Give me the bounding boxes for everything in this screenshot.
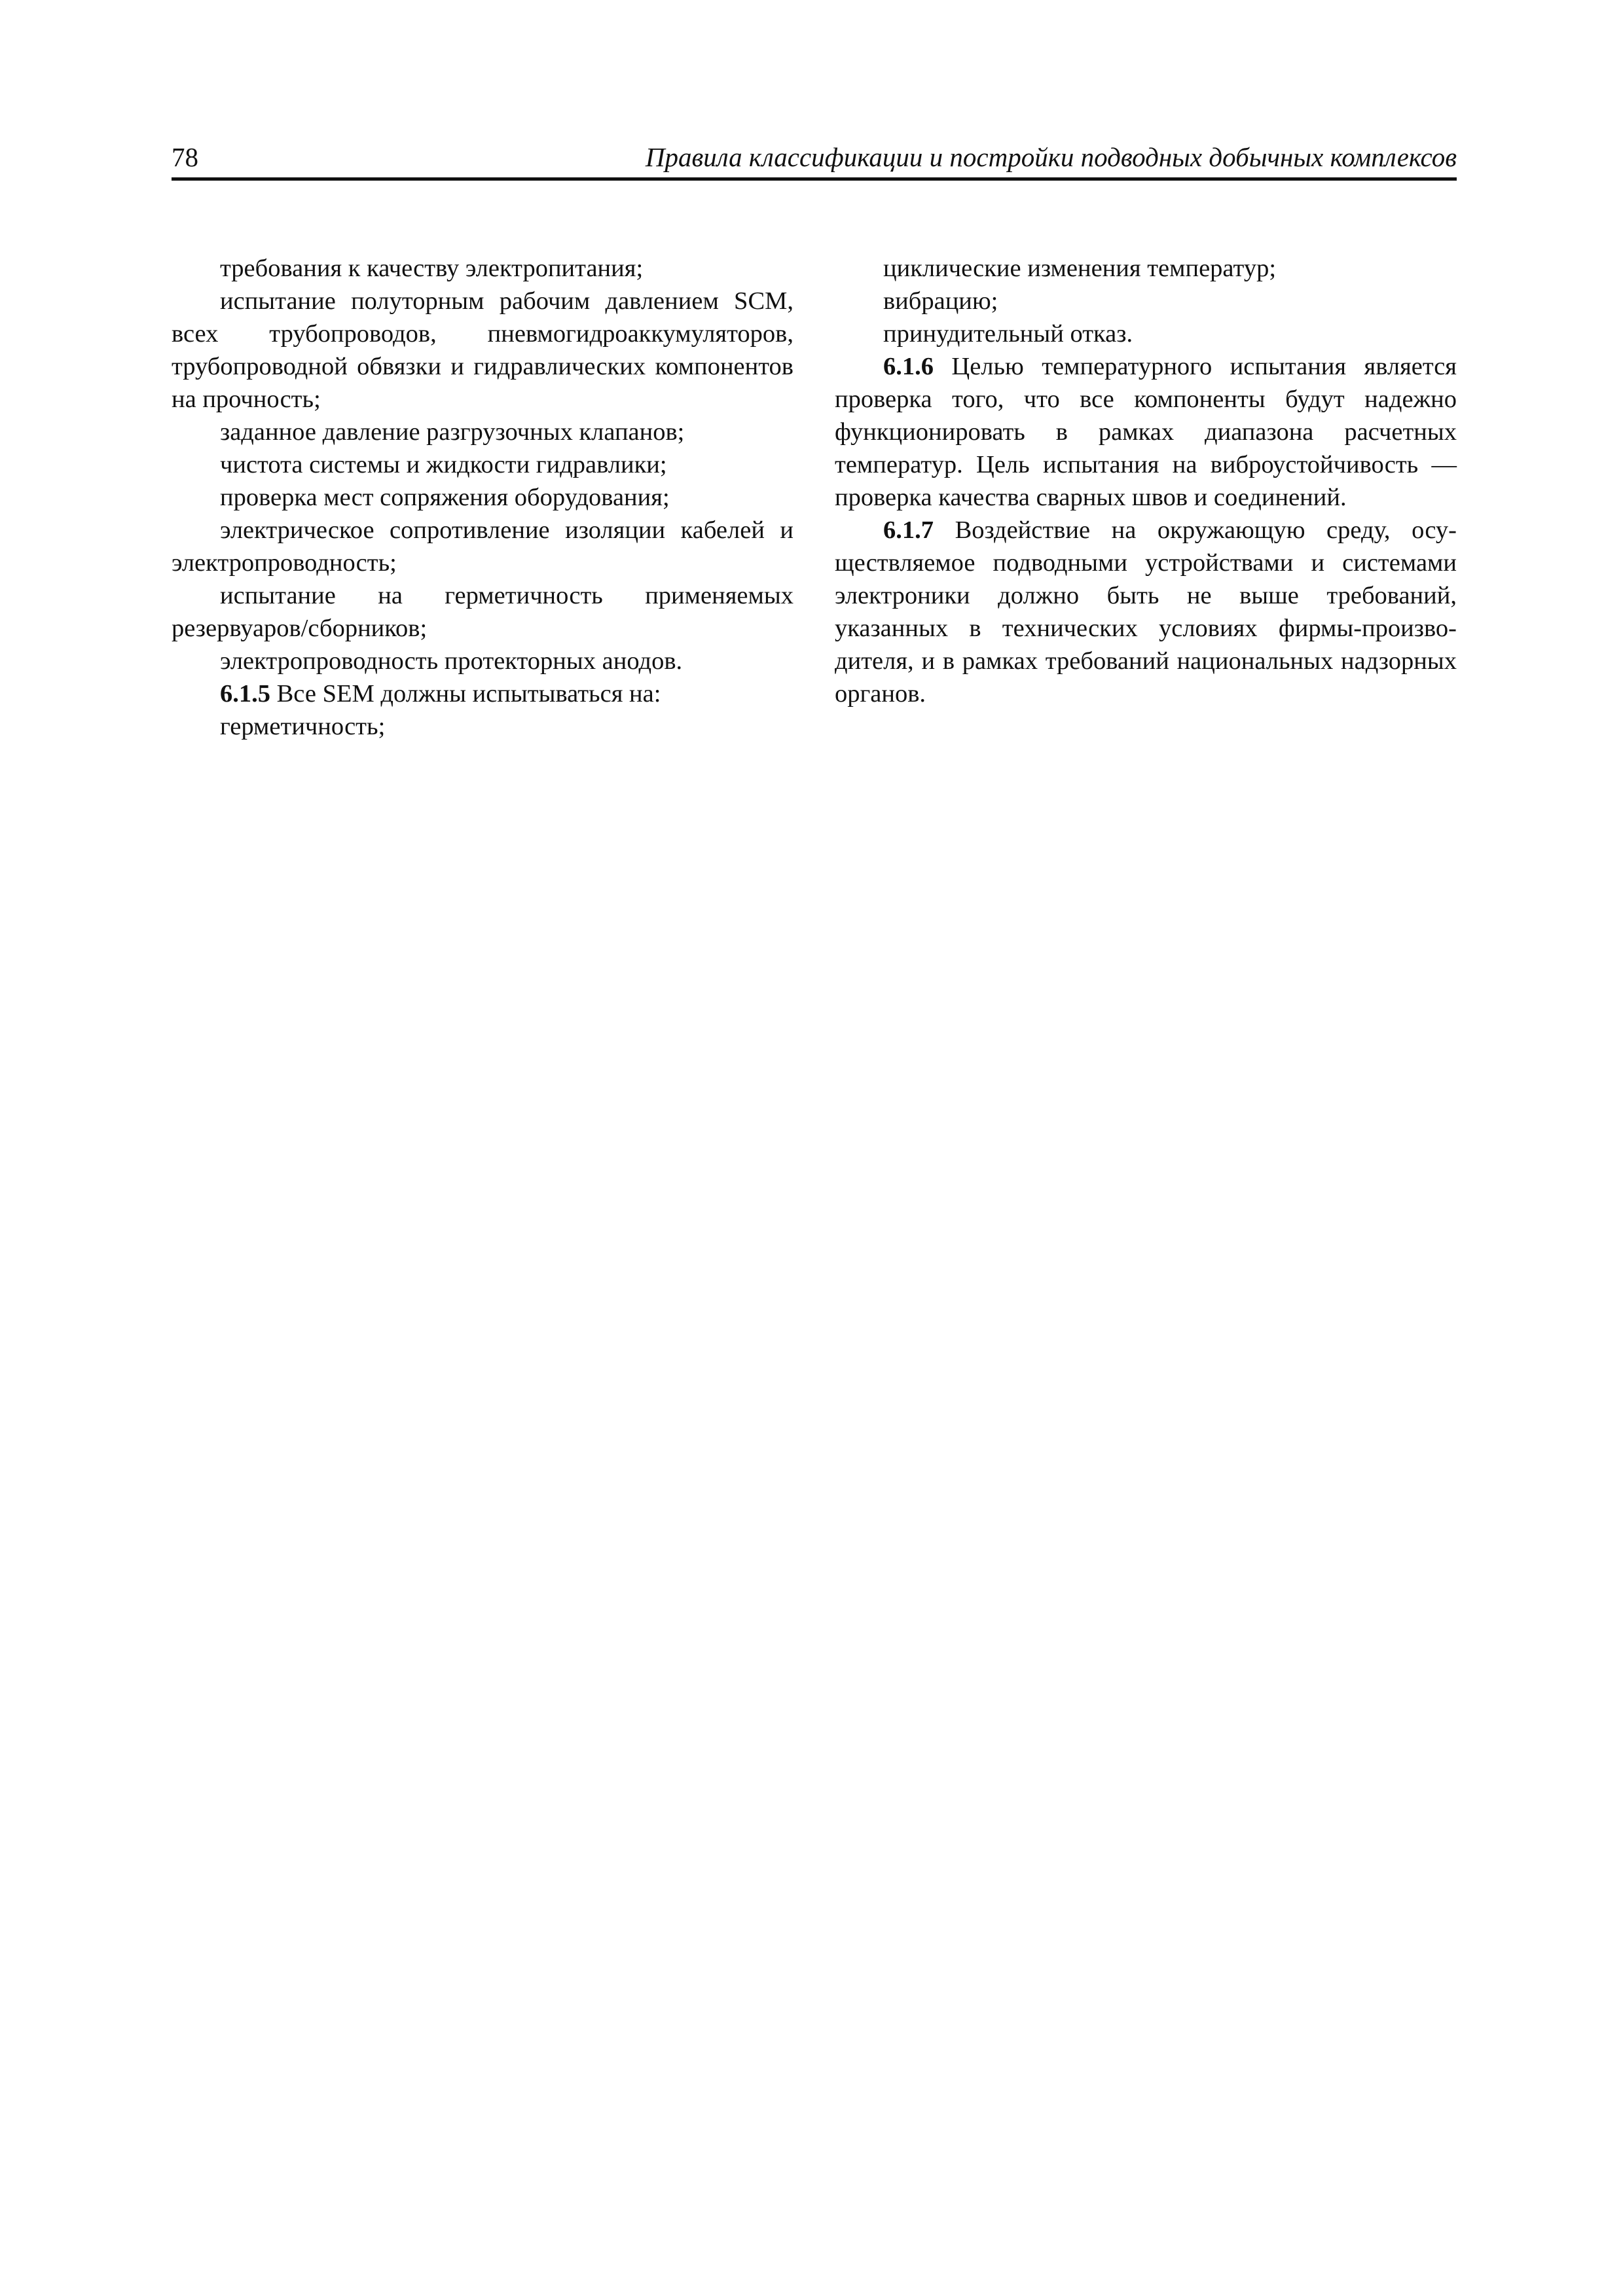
page-number: 78 — [172, 142, 198, 172]
paragraph-text: требования к качеству электропитания; — [220, 255, 644, 282]
list-item — [172, 710, 793, 743]
list-item — [172, 645, 793, 677]
section-number: 6.1.5 — [220, 680, 270, 708]
section-number: 6.1.6 — [883, 353, 934, 380]
paragraph-text: проверка мест сопряжения оборудования; — [220, 484, 670, 511]
list-item — [172, 448, 793, 481]
paragraph-text: испытание на герметичность применяемых резервуаров/сборников; — [172, 582, 793, 642]
paragraph-text: электрическое сопротивление изоляции кабелей и электропроводность; — [172, 516, 793, 577]
paragraph-text: вибрацию; — [883, 287, 998, 315]
paragraph-text: испытание полуторным рабочим давлением SCM, всех трубопроводов, пневмогидроаккумуляторов, трубопроводной обвязки и гидравлических компонентов на прочность; — [172, 287, 793, 413]
list-item — [835, 252, 1457, 285]
paragraph-text: циклические изменения температур; — [883, 255, 1277, 282]
paragraph-text: электропроводность протекторных анодов. — [220, 647, 683, 675]
page-header — [172, 140, 1457, 181]
right-column — [835, 252, 1457, 710]
list-item — [835, 285, 1457, 317]
section-paragraph — [835, 514, 1457, 710]
paragraph-text: Воздействие на окружающую среду, осуществляемое подводными устройствами и системами электроники должно быть не выше требований, указанных в технических условиях фирмы-производителя, и в рамках требований национальных надзорных органов. — [835, 516, 1457, 708]
section-paragraph — [835, 350, 1457, 514]
section-number: 6.1.7 — [883, 516, 934, 544]
list-item — [172, 481, 793, 514]
paragraph-text: герметичность; — [220, 713, 386, 740]
paragraph-text: Все SEM должны испытываться на: — [270, 680, 661, 708]
list-item — [172, 285, 793, 416]
running-title: Правила классификации и постройки подводных добычных комплексов — [645, 142, 1457, 172]
list-item — [835, 317, 1457, 350]
paragraph-text: чистота системы и жидкости гидравлики; — [220, 451, 667, 478]
section-paragraph — [172, 677, 793, 710]
paragraph-text: Целью температурного испытания является проверка того, что все компоненты будут надежно функционировать в рамках диапазона расчетных температур. Цель испытания на виброустойчивость — проверка качества сварных швов и соединений. — [835, 353, 1457, 511]
list-item — [172, 416, 793, 448]
paragraph-text: принудительный отказ. — [883, 320, 1133, 348]
list-item — [172, 514, 793, 579]
list-item — [172, 252, 793, 285]
left-column — [172, 252, 793, 743]
paragraph-text: заданное давление разгрузочных клапанов; — [220, 418, 685, 446]
list-item — [172, 579, 793, 645]
